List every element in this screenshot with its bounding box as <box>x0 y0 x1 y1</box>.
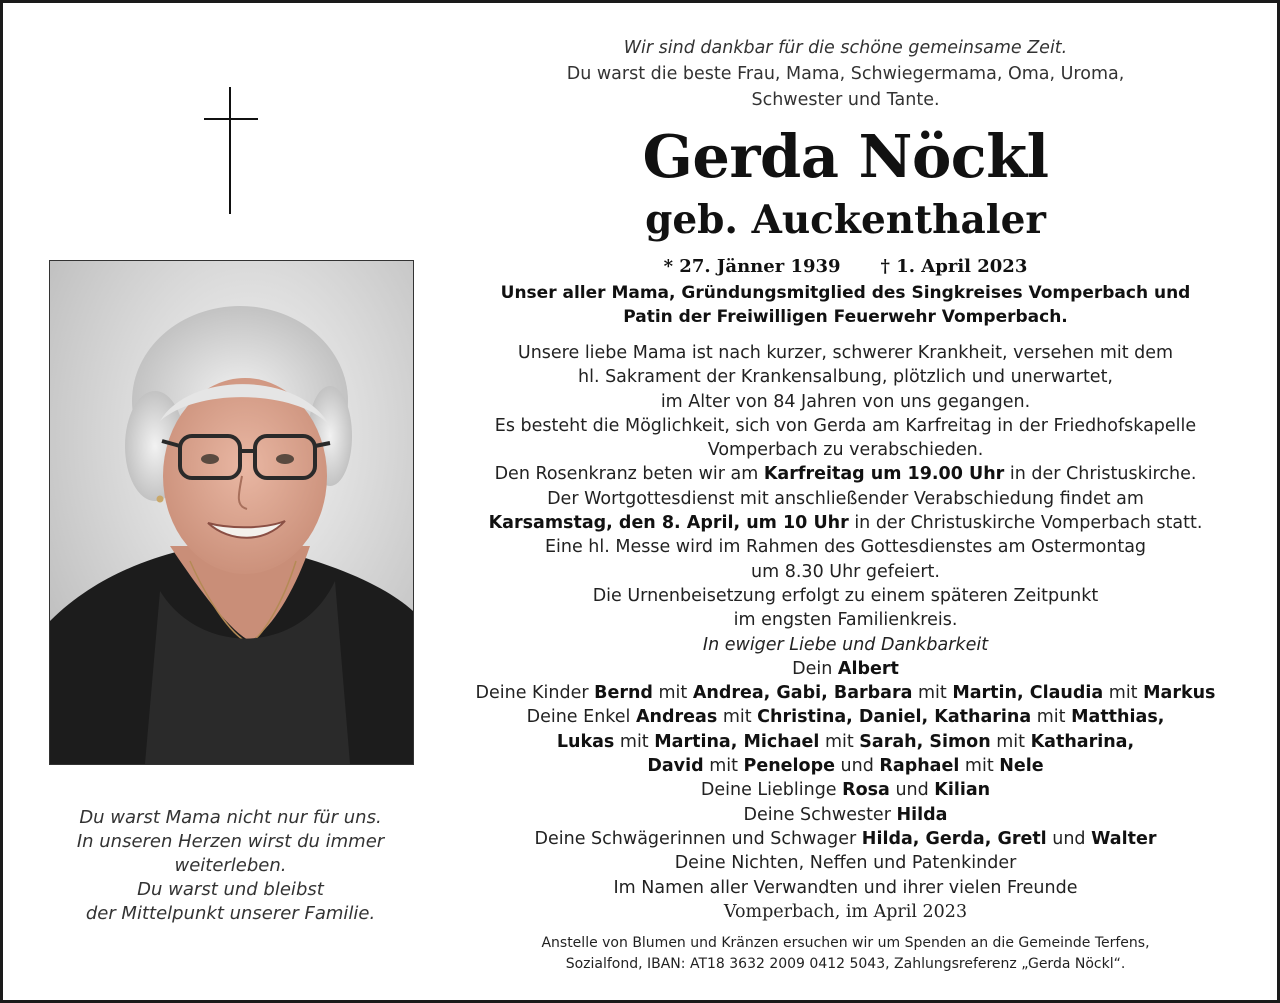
text-line: Der Wortgottesdienst mit anschließender Verabschiedung findet am <box>547 488 1144 509</box>
text-line: um 8.30 Uhr gefeiert. <box>751 561 940 582</box>
text-line: Es besteht die Möglichkeit, sich von Gerda am Karfreitag in der Friedhofskapelle <box>494 415 1197 436</box>
place-date: Vomperbach, im April 2023 <box>723 901 968 922</box>
text-line: Unsere liebe Mama ist nach kurzer, schwerer Krankheit, versehen mit dem <box>517 343 1174 363</box>
rosary-line: Den Rosenkranz beten wir am Karfreitag um 19.00 Uhr in der Christuskirche. <box>494 464 1197 485</box>
birth-date: * 27. Jänner 1939 <box>663 256 841 277</box>
donation-note <box>458 933 1233 975</box>
text-line: Eine hl. Messe wird im Rahmen des Gottesdienstes am Ostermontag <box>544 537 1147 558</box>
role-description <box>458 281 1233 329</box>
text-line: Vomperbach zu verabschieden. <box>707 440 984 461</box>
mourner-grandchildren: Deine Enkel Andreas mit Christina, Daniel, Katharina mit Matthias, <box>526 707 1165 728</box>
mourner-sister: Deine Schwester Hilda <box>743 804 948 825</box>
portrait-photo <box>49 260 414 765</box>
text-line: hl. Sakrament der Krankensalbung, plötzlich und unerwartet, <box>577 367 1113 388</box>
text-line: Die Urnenbeisetzung erfolgt zu einem späteren Zeitpunkt <box>592 585 1099 606</box>
intro-line: Wir sind dankbar für die schöne gemeinsame Zeit. <box>623 38 1068 58</box>
mourner-grandchildren: David mit Penelope und Raphael mit Nele <box>647 756 1044 777</box>
love-line: In ewiger Liebe und Dankbarkeit <box>702 634 989 655</box>
cross-icon-bar <box>204 118 258 120</box>
intro-line: Du warst die beste Frau, Mama, Schwiegermama, Oma, Uroma, <box>566 64 1125 84</box>
role-line: Patin der Freiwilligen Feuerwehr Vomperbach. <box>623 307 1068 327</box>
poem-line: Du warst Mama nicht nur für uns. <box>79 807 382 828</box>
mourner-children: Deine Kinder Bernd mit Andrea, Gabi, Barbara mit Martin, Claudia mit Markus <box>475 683 1216 704</box>
mourner-in-laws: Deine Schwägerinnen und Schwager Hilda, Gerda, Gretl und Walter <box>534 828 1157 849</box>
life-dates <box>458 254 1233 280</box>
donation-line: Anstelle von Blumen und Kränzen ersuchen wir um Spenden an die Gemeinde Terfens, <box>541 935 1150 951</box>
deceased-name: Gerda Nöckl <box>642 122 1049 191</box>
role-line: Unser aller Mama, Gründungsmitglied des Singkreises Vomperbach und <box>500 283 1191 303</box>
poem-line: In unseren Herzen wirst du immer <box>76 831 385 852</box>
mourner-relatives: Im Namen aller Verwandten und ihrer vielen Freunde <box>613 877 1078 898</box>
intro <box>458 35 1233 113</box>
intro-line: Schwester und Tante. <box>751 90 940 110</box>
mourner-husband: Dein Albert <box>792 658 899 679</box>
poem-line: weiterleben. <box>174 855 287 876</box>
mourner-nieces: Deine Nichten, Neffen und Patenkinder <box>674 853 1017 874</box>
poem-line: Du warst und bleibst <box>137 879 324 900</box>
text-line: im engsten Familienkreis. <box>733 610 958 631</box>
donation-line: Sozialfond, IBAN: AT18 3632 2009 0412 5043, Zahlungsreferenz „Gerda Nöckl“. <box>565 956 1126 972</box>
mourner-great-grandchildren: Deine Lieblinge Rosa und Kilian <box>700 780 991 801</box>
portrait-illustration <box>50 261 413 764</box>
maiden-name: geb. Auckenthaler <box>645 197 1046 243</box>
poem <box>43 806 418 926</box>
poem-line: der Mittelpunkt unserer Familie. <box>85 903 376 924</box>
mourner-grandchildren: Lukas mit Martina, Michael mit Sarah, Simon mit Katharina, <box>556 731 1135 752</box>
notice-body <box>458 341 1233 924</box>
service-line: Karsamstag, den 8. April, um 10 Uhr in der Christuskirche Vomperbach statt. <box>488 513 1203 534</box>
text-line: im Alter von 84 Jahren von uns gegangen. <box>660 391 1031 412</box>
death-date: † 1. April 2023 <box>880 256 1028 277</box>
cross-icon <box>229 87 231 214</box>
